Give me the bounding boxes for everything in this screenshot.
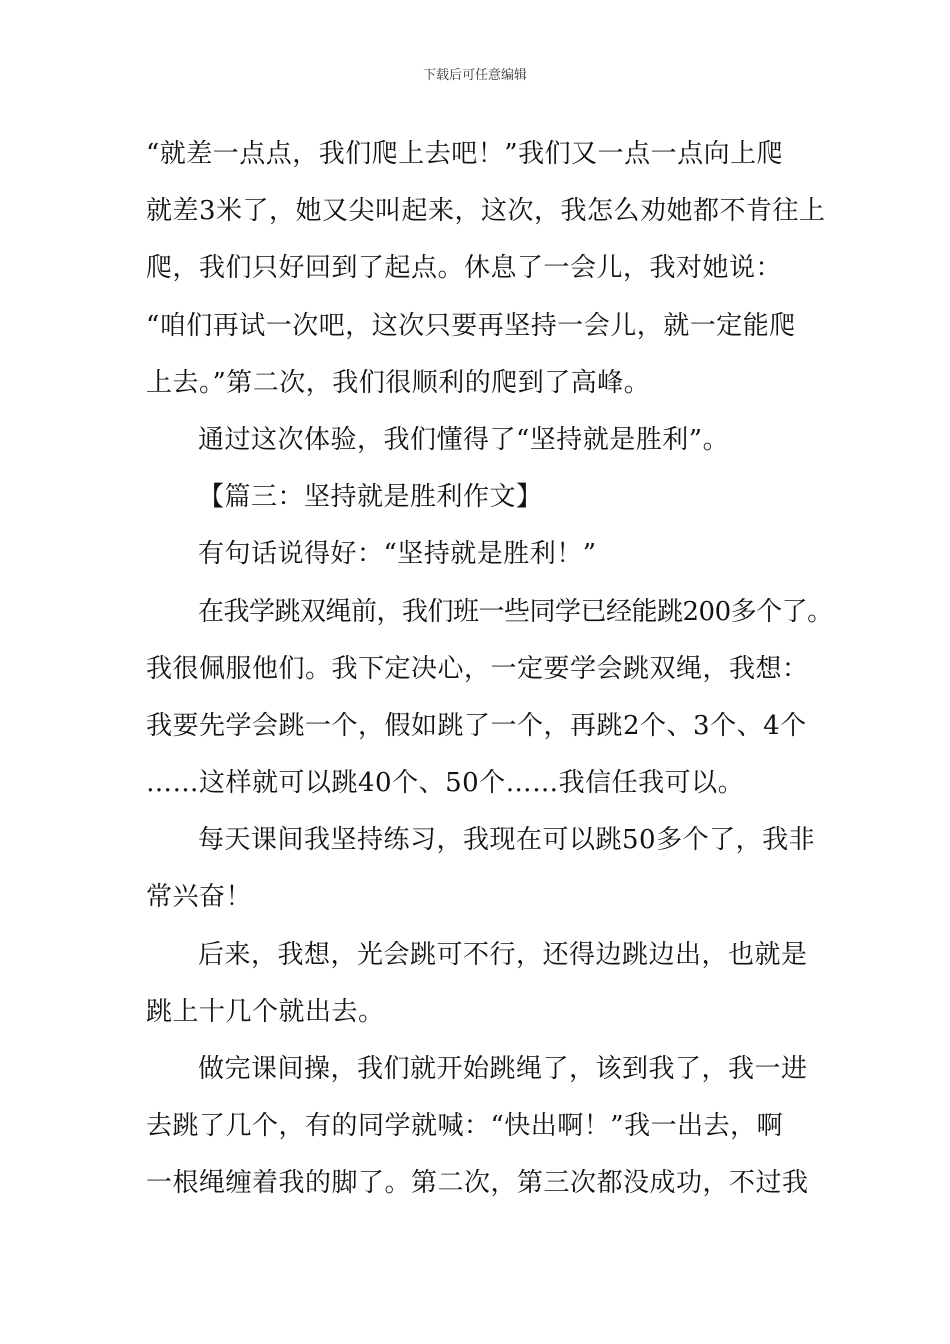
text-line: 跳上十几个就出去。 (146, 996, 385, 1027)
text-line: 常兴奋！ (146, 882, 253, 913)
text-line: “咱们再试一次吧，这次只要再坚持一会儿，就一定能爬 (146, 310, 796, 341)
paragraph-start-line: 后来，我想，光会跳可不行，还得边跳边出，也就是 (198, 939, 808, 970)
section-heading: 【篇三：坚持就是胜利作文】 (198, 482, 543, 513)
text-line: 就差3米了，她又尖叫起来，这次，我怎么劝她都不肯往上 (146, 196, 826, 227)
paragraph-start-line: 在我学跳双绳前，我们班一些同学已经能跳200多个了。 (198, 596, 833, 627)
paragraph-start-line: 每天课间我坚持练习，我现在可以跳50多个了，我非 (198, 825, 816, 856)
text-line: 上去。”第二次，我们很顺利的爬到了高峰。 (146, 367, 651, 398)
paragraph-start-line: 做完课间操，我们就开始跳绳了，该到我了，我一进 (198, 1054, 808, 1084)
text-line: 爬，我们只好回到了起点。休息了一会儿，我对她说： (146, 253, 783, 284)
text-line: ……这样就可以跳40个、50个……我信任我可以。 (146, 768, 745, 799)
text-line: 去跳了几个，有的同学就喊：“快出啊！”我一出去，啊 (146, 1111, 784, 1142)
paragraph-start-line: 有句话说得好：“坚持就是胜利！” (198, 539, 597, 570)
text-line: 我要先学会跳一个，假如跳了一个，再跳2个、3个、4个 (146, 710, 807, 741)
page-header: 下载后可任意编辑 (422, 68, 527, 83)
text-line: “就差一点点，我们爬上去吧！”我们又一点一点向上爬 (146, 139, 784, 169)
text-line: 一根绳缠着我的脚了。第二次，第三次都没成功，不过我 (146, 1168, 809, 1199)
text-line: 我很佩服他们。我下定决心，一定要学会跳双绳，我想： (146, 653, 809, 684)
paragraph-start-line: 通过这次体验，我们懂得了“坚持就是胜利”。 (198, 424, 730, 455)
document-body (146, 126, 833, 1213)
